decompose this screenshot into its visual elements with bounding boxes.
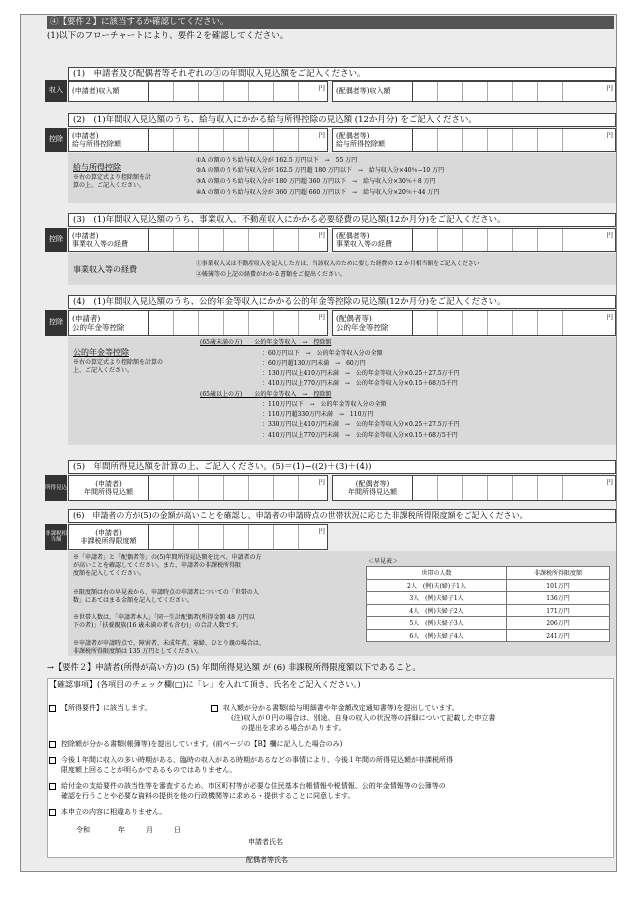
s4-head: 公的年金等控除 (73, 348, 129, 357)
s1-title: (1) 申請者及び配偶者等それぞれの③の年間収入見込額をご記入ください。 (68, 67, 616, 81)
s3-spouse-row (332, 228, 616, 252)
table-cell: 136万円 (507, 592, 610, 605)
table-row (367, 604, 610, 617)
s2-note: ※右の算定式より控除額を計 (73, 174, 152, 181)
s1-applicant-income-field[interactable] (149, 82, 327, 101)
confirm-item: 給付金の支給要件の該当性等を審査するため、市区町村等が必要な住民基本台帳情報や税情報、公的年金情報等の公簿等の (61, 782, 446, 790)
s1-category: 収入 (45, 80, 67, 102)
table-cell: 2人 (例)夫(婦)子1人 (367, 579, 507, 592)
s3-title: (3) (1)年間収入見込額のうち、事業収入、不動産収入にかかる必要経費の見込額(12か月分)をご記入ください。 (68, 213, 616, 227)
s3-applicant-row (68, 228, 328, 252)
s6-note: 下の者)」「扶養親族(16 歳未満の者も含む)」の合計人数です。 (73, 622, 243, 629)
s4-spouse-row (332, 310, 616, 336)
s4-formula: ：410万円以上770万円未満 → 公的年金等収入分×0.15＋68万5千円 (262, 432, 458, 439)
s2-category: 控除 (45, 128, 67, 152)
quick-reference-table (366, 566, 610, 642)
s5-spouse-row (332, 475, 616, 501)
s4-formula: ：130万円以上410万円未満 → 公的年金等収入分×0.25＋27.5万千円 (262, 370, 460, 377)
s4-applicant-pension-field[interactable] (149, 311, 327, 335)
table-cell: 6人 (例)夫婦子4人 (367, 629, 507, 642)
confirm-item-cont: 限度額上回ることが明らかであるものではありません。 (61, 766, 237, 774)
confirm-item: 本申立の内容に相違ありません。 (61, 808, 167, 816)
table-cell: 5人 (例)夫婦子3人 (367, 617, 507, 630)
s2-note: 算の上、ご記入ください。 (73, 182, 146, 189)
s6-note: ※「申請者」と「配偶者等」の(5)年間所得見込額を比べ、申請者の方 (73, 554, 262, 561)
s2-spouse-deduction-field[interactable] (413, 129, 615, 151)
s6-note: 非課税所得限度額は 135 万円としてください。 (73, 648, 203, 655)
s1-spouse-income-row (332, 81, 616, 102)
s4-under65-heading: (65歳未満の方) 公的年金等収入 → 控除額 (200, 339, 332, 346)
yen-unit: 円 (318, 313, 325, 321)
yen-unit: 円 (606, 131, 613, 139)
s6-applicant-row (68, 524, 328, 550)
s4-formula: ：110万円以下 → 公的年金等収入分の全額 (262, 401, 387, 408)
s4-spouse-pension-field[interactable] (413, 311, 615, 335)
s3-applicant-label: (申請者) 事業収入等の経費 (69, 229, 149, 251)
quick-table-title: ＜早見表＞ (368, 558, 399, 565)
s4-over65-heading: (65歳以上の方) 公的年金等収入 → 控除額 (200, 391, 332, 398)
s4-applicant-label: (申請者) 公的年金等控除 (69, 311, 149, 335)
s6-applicant-label: (申請者) 非課税所得限度額 (69, 525, 149, 549)
table-row (367, 592, 610, 605)
s1-applicant-label: (申請者)収入額 (69, 82, 149, 101)
s5-applicant-income-field[interactable] (149, 476, 327, 500)
checkbox-no-excess-income[interactable] (49, 757, 56, 764)
confirm-item: 収入額が分かる書類(給与明細書や年金額改定通知書等)を提出しています。 (223, 704, 459, 712)
confirmation-title: 【確認事項】(各項目のチェック欄(□)に「レ」を入れて頂き、氏名をご記入ください。) (49, 680, 361, 689)
s3-applicant-expense-field[interactable] (149, 229, 327, 251)
s2-formula: ①A の額のうち給与収入分が 162.5 万円以下 → 55 万円 (196, 157, 358, 164)
checkbox-consent[interactable] (49, 783, 56, 790)
checkbox-income-requirement[interactable] (49, 705, 56, 712)
table-cell: 3人 (例)夫婦子1人 (367, 592, 507, 605)
s5-spouse-income-field[interactable] (413, 476, 615, 500)
s2-formula: ③A の額のうち給与収入分が 180 万円超 360 万円以下 → 給与収入分×30％＋8 万円 (196, 178, 436, 185)
s6-note: 度額を記入してください。 (73, 570, 146, 577)
yen-unit: 円 (318, 527, 325, 535)
s4-formula: ：410万円以上770万円未満 → 公的年金等収入分×0.15＋68万5千円 (262, 380, 458, 387)
s4-note: ※右の算定式より控除額を計算の (73, 359, 164, 366)
table-header: 非課税所得限度額 (507, 567, 610, 580)
checkbox-income-document[interactable] (211, 705, 218, 712)
s3-head: 事業収入等の経費 (73, 265, 137, 274)
s4-note: 上、ご記入ください。 (73, 367, 134, 374)
s2-spouse-label: (配偶者等) 給与所得控除額 (333, 129, 413, 151)
confirm-item-cont: 確認を行うことや必要な資料の提供を他の行政機関等に求める・提供することに同意します。 (61, 792, 355, 800)
confirm-note: の提出を求める場合があります。 (241, 724, 346, 732)
yen-unit: 円 (318, 231, 325, 239)
table-header-row (367, 567, 610, 580)
s2-title: (2) (1)年間収入見込額のうち、給与収入にかかる給与所得控除の見込額 (12か月分) をご記入ください。 (68, 113, 616, 127)
s4-title: (4) (1)年間収入見込額のうち、公的年金等収入にかかる公的年金等控除の見込額(12か月分)をご記入ください。 (68, 295, 616, 309)
s6-note: が高いことを確認してください。また、申請者の非課税所得限 (73, 562, 242, 569)
s3-note-box (68, 253, 616, 285)
s2-formula: ④A の額のうち給与収入分が 360 万円超 660 万円以下 → 給与収入分×20％＋44 万円 (196, 189, 440, 196)
s4-formula: ：60万円超130万円未満 → 60万円 (262, 360, 366, 367)
yen-unit: 円 (318, 131, 325, 139)
table-row (367, 629, 610, 642)
s2-applicant-deduction-field[interactable] (149, 129, 327, 151)
s2-spouse-row (332, 128, 616, 152)
s1-applicant-income-row (68, 81, 328, 102)
yen-unit: 円 (606, 313, 613, 321)
yen-unit: 円 (318, 478, 325, 486)
table-cell: 171万円 (507, 604, 610, 617)
s3-note: ②帳簿等の上記の経費がわかる書類をご提出ください。 (196, 271, 347, 278)
confirm-note: (注)収入が０円の場合は、別途、自身の収入の状況等の詳細について記載した申立書 (231, 714, 496, 722)
s6-note: 数」にあてはまる金額を記入してください。 (73, 597, 194, 604)
spouse-signature-label: 配偶者等氏名 (246, 856, 288, 864)
s1-spouse-label: (配偶者等)収入額 (333, 82, 413, 101)
s4-formula: ：110万円超330万円未満 → 110万円 (262, 411, 374, 418)
s6-note: ※世帯人数は、「申請者本人」「同一生計配偶者(所得金額 48 万円以 (73, 614, 255, 621)
table-cell: 101万円 (507, 579, 610, 592)
s3-note: ①事業収入又は不動産収入を記入した方は、当該収入のために要した経費の 12 か月相当額をご記入ください (196, 261, 480, 267)
intro-text: (1)以下のフローチャートにより、要件２を確認してください。 (47, 31, 289, 41)
table-cell: 241万円 (507, 629, 610, 642)
applicant-signature-label: 申請者氏名 (248, 838, 283, 846)
yen-unit: 円 (606, 84, 613, 92)
s6-title: (6) 申請者の方が(5)の金額が高いことを確認し、申請者の申請時点の世帯状況に応じた非課税所得限度額をご記入ください。 (68, 509, 616, 523)
s5-applicant-label: (申請者) 年間所得見込額 (69, 476, 149, 500)
table-header: 世帯の人数 (367, 567, 507, 580)
table-cell: 206万円 (507, 617, 610, 630)
s4-formula: ：330万円以上410万円未満 → 公的年金等収入分×0.25＋27.5万千円 (262, 421, 460, 428)
table-row (367, 617, 610, 630)
s3-category: 控除 (45, 228, 67, 252)
s3-spouse-label: (配偶者等) 事業収入等の経費 (333, 229, 413, 251)
s6-note: ※限度額は右の早見表から、申請時点の申請者についての「世帯の人 (73, 589, 259, 596)
s5-applicant-row (68, 475, 328, 501)
s6-category: 非課税相当額 (45, 524, 67, 550)
s4-applicant-row (68, 310, 328, 336)
section-header: ④【要件２】に該当するか確認してください。 (47, 16, 614, 29)
s4-category: 控除 (45, 310, 67, 336)
s6-limit-field[interactable] (149, 525, 327, 549)
yen-unit: 円 (606, 478, 613, 486)
confirm-item: 【所得要件】に該当します。 (61, 704, 152, 712)
s6-note: ※申請者が申請時点で、障害者、未成年者、寡婦、ひとり親の場合は、 (73, 640, 265, 647)
yen-unit: 円 (318, 84, 325, 92)
s2-formula: ②A の額のうち給与収入分が 162.5 万円超 180 万円以下 → 給与収入分×40％−10 万円 (196, 167, 445, 174)
table-cell: 4人 (例)夫婦子2人 (367, 604, 507, 617)
table-row (367, 579, 610, 592)
s3-spouse-expense-field[interactable] (413, 229, 615, 251)
yen-unit: 円 (606, 231, 613, 239)
s5-category: 所得見込 (45, 475, 67, 501)
s5-spouse-label: (配偶者等) 年間所得見込額 (333, 476, 413, 500)
requirement-2-statement: →【要件２】申請者(所得が高い方)の (5) 年間所得見込額 が (6) 非課税所得限度額以下であること。 (47, 662, 421, 672)
confirm-item: 今後１年間に収入の多い時期がある、臨時の収入がある時期があるなどの事情により、今後１年間の所得見込額が非課税所得 (61, 756, 453, 764)
checkbox-truthfulness[interactable] (49, 809, 56, 816)
s1-spouse-income-field[interactable] (413, 82, 615, 101)
s5-title: (5) 年間所得見込額を計算の上、ご記入ください。(5)＝(1)−((2)＋(3)＋(4)) (68, 460, 616, 474)
confirm-item: 控除額が分かる書類(帳簿等)を提出しています。(前ページの【B】欄に記入した場合のみ) (61, 740, 343, 748)
date-line: 令和 年 月 日 (76, 826, 181, 834)
s2-applicant-label: (申請者) 給与所得控除額 (69, 129, 149, 151)
s4-formula: ：60万円以下 → 公的年金等収入分の全額 (262, 350, 383, 357)
s4-spouse-label: (配偶者等) 公的年金等控除 (333, 311, 413, 335)
s2-applicant-row (68, 128, 328, 152)
s2-head: 給与所得控除 (73, 163, 121, 172)
checkbox-deduction-document[interactable] (49, 741, 56, 748)
